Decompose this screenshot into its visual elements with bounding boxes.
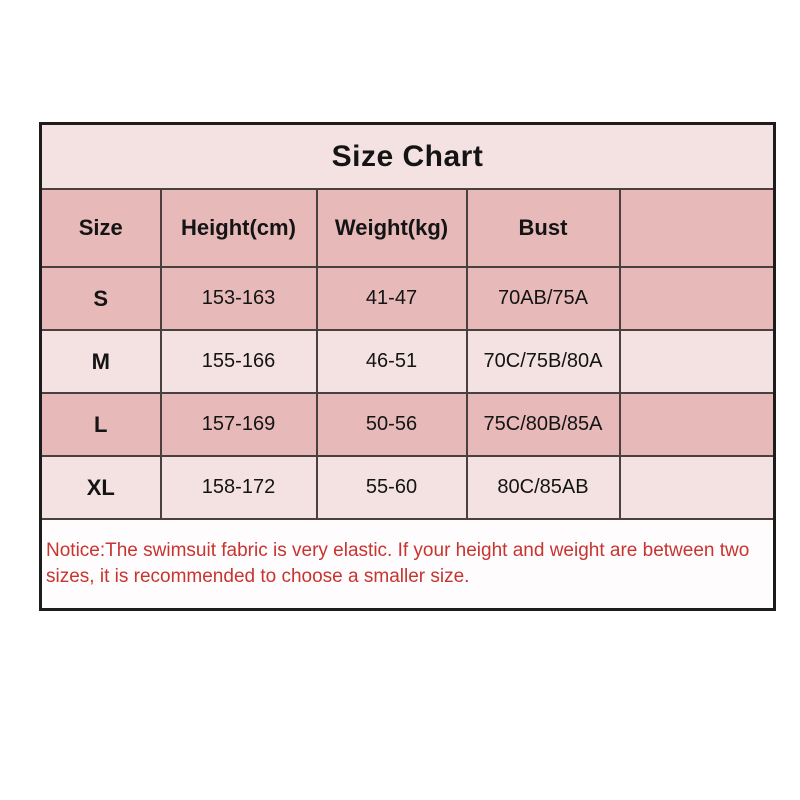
weight-cell: 41-47: [317, 267, 467, 330]
notice-text: Notice:The swimsuit fabric is very elastic. If your height and weight are between two sizes, it is recommended to choose a smaller size.: [41, 519, 775, 610]
weight-cell: 55-60: [317, 456, 467, 519]
notice-row: [41, 519, 775, 610]
size-chart-panel: [39, 122, 776, 611]
size-cell: M: [41, 330, 161, 393]
weight-cell: 50-56: [317, 393, 467, 456]
column-header-extra: [620, 189, 775, 267]
size-chart-table: [39, 122, 776, 611]
title-row: [41, 124, 775, 190]
extra-cell: [620, 267, 775, 330]
height-cell: 157-169: [161, 393, 317, 456]
bust-cell: 70C/75B/80A: [467, 330, 620, 393]
height-cell: 158-172: [161, 456, 317, 519]
extra-cell: [620, 330, 775, 393]
bust-cell: 75C/80B/85A: [467, 393, 620, 456]
size-cell: XL: [41, 456, 161, 519]
table-row-s: [41, 267, 775, 330]
column-header-row: [41, 189, 775, 267]
column-header-height: Height(cm): [161, 189, 317, 267]
table-row-l: [41, 393, 775, 456]
column-header-bust: Bust: [467, 189, 620, 267]
height-cell: 155-166: [161, 330, 317, 393]
table-row-m: [41, 330, 775, 393]
column-header-size: Size: [41, 189, 161, 267]
extra-cell: [620, 393, 775, 456]
page-title: Size Chart: [41, 124, 775, 190]
bust-cell: 70AB/75A: [467, 267, 620, 330]
size-cell: L: [41, 393, 161, 456]
size-cell: S: [41, 267, 161, 330]
column-header-weight: Weight(kg): [317, 189, 467, 267]
extra-cell: [620, 456, 775, 519]
bust-cell: 80C/85AB: [467, 456, 620, 519]
height-cell: 153-163: [161, 267, 317, 330]
weight-cell: 46-51: [317, 330, 467, 393]
table-row-xl: [41, 456, 775, 519]
